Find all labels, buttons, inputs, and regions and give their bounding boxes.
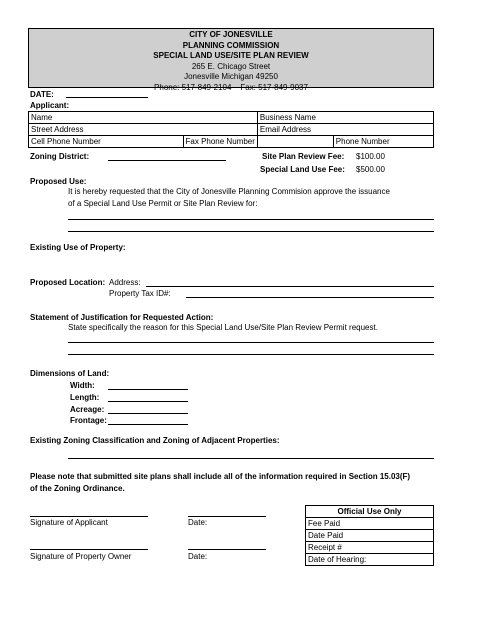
date-label: DATE: (30, 90, 54, 99)
cell-phone-field[interactable]: Cell Phone Number (29, 136, 184, 148)
proposed-use-line-2[interactable] (68, 231, 434, 232)
owner-date-label: Date: (188, 552, 208, 561)
frontage-field[interactable] (108, 424, 188, 425)
location-address-label: Address: (109, 278, 141, 287)
width-field[interactable] (108, 389, 188, 390)
acreage-label: Acreage: (70, 405, 105, 414)
form-title: SPECIAL LAND USE/SITE PLAN REVIEW (153, 51, 309, 61)
business-name-field[interactable]: Business Name (257, 112, 433, 124)
city-name: CITY OF JONESVILLE (189, 30, 273, 39)
proposed-use-label: Proposed Use: (30, 177, 87, 186)
special-land-fee-value: $500.00 (356, 165, 385, 174)
phone-field[interactable]: Phone Number (333, 136, 433, 148)
form-header (28, 28, 434, 92)
length-label: Length: (70, 393, 100, 402)
date-field[interactable] (66, 97, 148, 98)
hearing-date-field[interactable]: Date of Hearing: (306, 554, 434, 566)
official-use-title: Official Use Only (306, 506, 434, 518)
note-line-1: Please note that submitted site plans shall include all of the information required in Section 15.03(F) (30, 472, 411, 481)
proposed-use-text-1: It is hereby requested that the City of Jonesville Planning Commision approve the issuance (68, 187, 390, 196)
fax-phone-field-2[interactable] (257, 136, 333, 148)
zoning-classification-label: Existing Zoning Classification and Zoning of Adjacent Properties: (30, 436, 280, 445)
zoning-classification-line[interactable] (68, 458, 434, 459)
applicant-date-line[interactable] (188, 516, 266, 517)
note-line-2: of the Zoning Ordinance. (30, 484, 125, 493)
zoning-district-field[interactable] (108, 160, 226, 161)
zoning-district-label: Zoning District: (30, 152, 90, 161)
special-land-fee-label: Special Land Use Fee: (260, 165, 345, 174)
frontage-label: Frontage: (70, 416, 107, 425)
receipt-field[interactable]: Receipt # (306, 542, 434, 554)
applicant-signature-line[interactable] (30, 516, 148, 517)
phone-fax: Phone: 517-849-2104 Fax: 517-849-9037 (154, 82, 308, 92)
justification-label: Statement of Justification for Requested Action: (30, 313, 214, 322)
width-label: Width: (70, 381, 95, 390)
dimensions-label: Dimensions of Land: (30, 369, 110, 378)
site-plan-fee-value: $100.00 (356, 152, 385, 161)
applicant-table (28, 111, 434, 148)
owner-signature-line[interactable] (30, 549, 148, 550)
street-address-field[interactable]: Street Address (29, 124, 258, 136)
owner-date-line[interactable] (188, 549, 266, 550)
justification-line-1[interactable] (68, 342, 434, 343)
applicant-date-label: Date: (188, 518, 208, 527)
proposed-use-text-2: of a Special Land Use Permit or Site Plan Review for: (68, 199, 258, 208)
address-line-1: 265 E. Chicago Street (191, 61, 271, 71)
date-paid-field[interactable]: Date Paid (306, 530, 434, 542)
official-use-table (305, 505, 434, 566)
applicant-label: Applicant: (30, 101, 70, 110)
existing-use-label: Existing Use of Property: (30, 243, 126, 252)
address-line-2: Jonesville Michigan 49250 (184, 72, 278, 82)
tax-id-field[interactable] (186, 297, 434, 298)
commission-name: PLANNING COMMISSION (182, 40, 280, 50)
applicant-signature-label: Signature of Applicant (30, 518, 108, 527)
email-address-field[interactable]: Email Address (257, 124, 433, 136)
proposed-use-line-1[interactable] (68, 219, 434, 220)
justification-text: State specifically the reason for this Special Land Use/Site Plan Review Permit request. (68, 323, 378, 332)
owner-signature-label: Signature of Property Owner (30, 552, 132, 561)
name-field[interactable]: Name (29, 112, 258, 124)
acreage-field[interactable] (108, 413, 188, 414)
tax-id-label: Property Tax ID#: (109, 289, 171, 298)
fax-phone-field[interactable]: Fax Phone Number (183, 136, 257, 148)
proposed-location-label: Proposed Location: (30, 278, 106, 287)
length-field[interactable] (108, 401, 188, 402)
location-address-field[interactable] (146, 286, 434, 287)
justification-line-2[interactable] (68, 354, 434, 355)
fee-paid-field[interactable]: Fee Paid (306, 518, 434, 530)
site-plan-fee-label: Site Plan Review Fee: (262, 152, 345, 161)
